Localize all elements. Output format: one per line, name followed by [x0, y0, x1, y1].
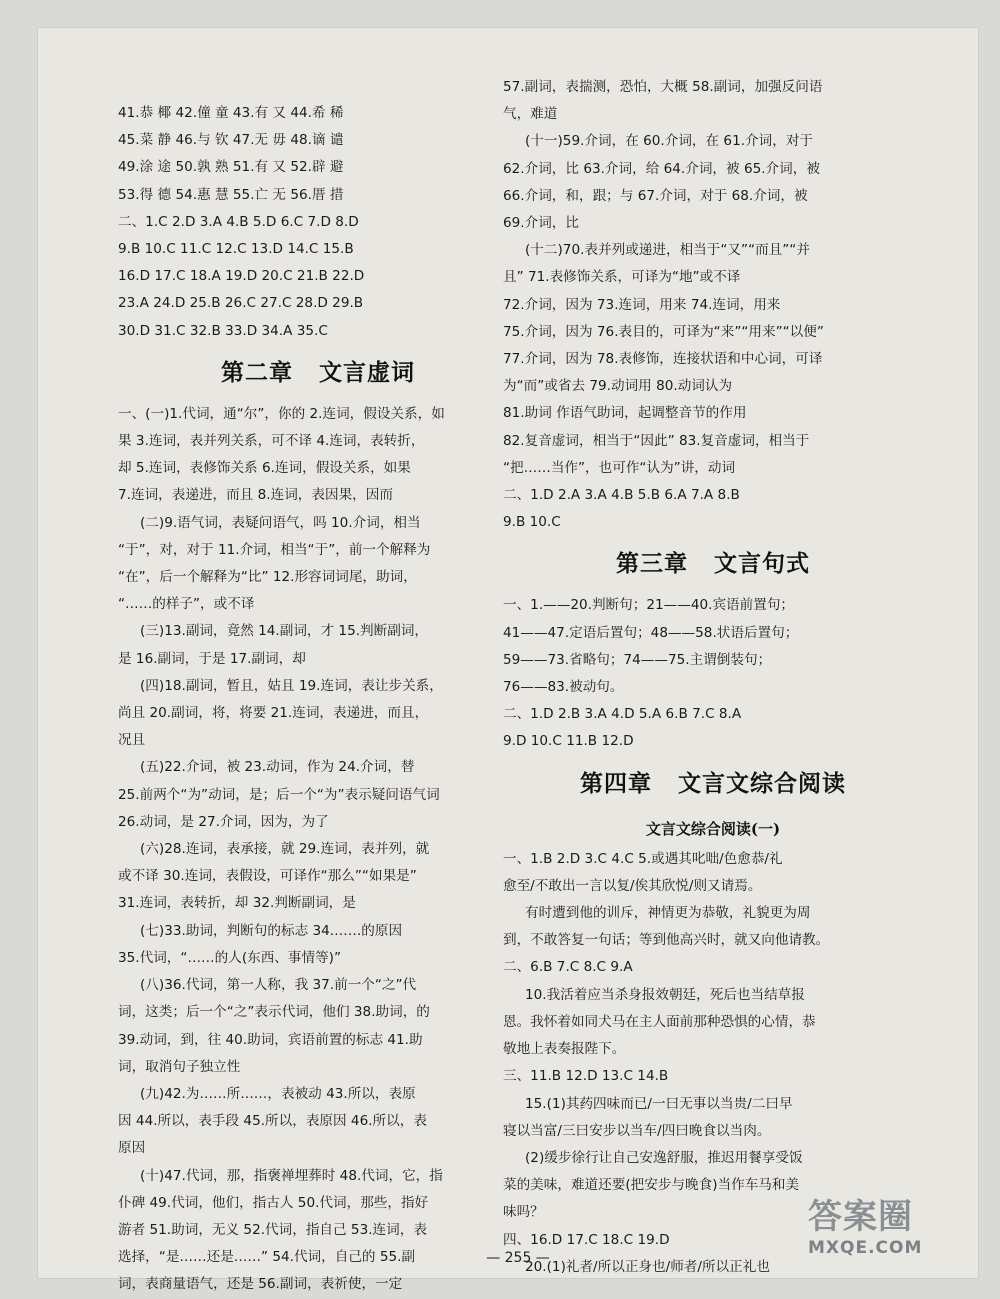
text-line: “把……当作”，也可作“认为”讲，动词	[503, 459, 736, 476]
text-line: 69.介词，比	[503, 215, 579, 232]
text-line: (五)22.介词，被 23.动词，作为 24.介词，替	[140, 759, 415, 776]
text-line: 且” 71.表修饰关系，可译为“地”或不译	[503, 269, 741, 286]
text-line: (十一)59.介词，在 60.介词，在 61.介词，对于	[525, 133, 814, 150]
text-line: 41.恭 椰 42.僮 童 43.有 又 44.希 稀	[118, 105, 344, 121]
text-line: 四、16.D 17.C 18.C 19.D	[503, 1231, 670, 1248]
text-line: (十)47.代词，那，指褒禅埋葬时 48.代词，它，指	[140, 1167, 443, 1184]
text-line: 59——73.省略句；74——75.主谓倒装句；	[503, 651, 772, 668]
text-line: 16.D 17.C 18.A 19.D 20.C 21.B 22.D	[118, 268, 365, 285]
text-line: 菜的美味，难道还要(把安步与晚食)当作车马和美	[503, 1177, 800, 1194]
text-line: 72.介词，因为 73.连词，用来 74.连词，用来	[503, 296, 781, 313]
chapter-title: 文言文综合阅读	[678, 769, 846, 797]
answer-list-chapter2-continued	[503, 74, 923, 536]
text-line: 词，这类；后一个“之”表示代词，他们 38.助词，的	[118, 1004, 430, 1021]
text-line: 39.动词，到，往 40.助词，宾语前置的标志 41.助	[118, 1031, 423, 1048]
answer-list-chapter2	[118, 401, 518, 1299]
text-line: 恩。我怀着如同犬马在主人面前那种恐惧的心情，恭	[503, 1013, 816, 1030]
text-line: 寝以当富/三曰安步以当车/四曰晚食以当肉。	[503, 1122, 771, 1139]
text-line: 41——47.定语后置句；48——58.状语后置句；	[503, 624, 799, 641]
chapter-title: 文言虚词	[319, 358, 415, 386]
text-line: 23.A 24.D 25.B 26.C 27.C 28.D 29.B	[118, 295, 364, 312]
book-page	[38, 28, 978, 1293]
text-line: 53.得 德 54.惠 慧 55.亡 无 56.厝 措	[118, 186, 344, 203]
text-line: 45.菜 静 46.与 钦 47.无 毋 48.谪 谴	[118, 132, 344, 149]
text-line: “……的样子”，或不译	[118, 596, 255, 613]
text-line: (七)33.助词，判断句的标志 34.……的原因	[140, 922, 403, 939]
text-line: 一、1.——20.判断句；21——40.宾语前置句；	[503, 597, 795, 614]
page-number: — 255 —	[486, 1250, 550, 1266]
text-line: 10.我活着应当杀身报效朝廷，死后也当结草报	[525, 986, 805, 1003]
chapter-number: 第四章	[580, 769, 652, 797]
text-line: 9.D 10.C 11.B 12.D	[503, 733, 634, 750]
chapter-heading-2	[118, 351, 518, 395]
text-line: (十二)70.表并列或递进，相当于“又”“而且”“并	[525, 242, 810, 259]
text-line: (九)42.为……所……，表被动 43.所以，表原	[140, 1085, 416, 1102]
text-line: 9.B 10.C 11.C 12.C 13.D 14.C 15.B	[118, 241, 354, 258]
text-line: (六)28.连词，表承接，就 29.连词，表并列，就	[140, 841, 430, 858]
text-line: 三、11.B 12.D 13.C 14.B	[503, 1068, 669, 1085]
text-line: 二、1.C 2.D 3.A 4.B 5.D 6.C 7.D 8.D	[118, 213, 359, 230]
watermark-site: MXQE.COM	[808, 1238, 923, 1258]
text-line: (四)18.副词，暂且，姑且 19.连词，表让步关系，	[140, 677, 443, 694]
text-line: 词，表商量语气，还是 56.副词，表祈使，一定	[118, 1276, 403, 1293]
chapter-number: 第三章	[616, 550, 688, 578]
text-line: 二、1.D 2.A 3.A 4.B 5.B 6.A 7.A 8.B	[503, 487, 740, 504]
text-line: 35.代词，“……的人(东西、事情等)”	[118, 949, 342, 966]
text-line: 或不译 30.连词，表假设，可译作“那么”“如果是”	[118, 868, 417, 885]
text-line: 31.连词，表转折，却 32.判断副词，是	[118, 895, 356, 912]
text-line: 一、(一)1.代词，通“尔”，你的 2.连词，假设关系，如	[118, 405, 445, 422]
chapter-heading-3	[503, 542, 923, 586]
chapter-number: 第二章	[221, 358, 293, 386]
text-line: 66.介词，和，跟；与 67.介词，对于 68.介词，被	[503, 187, 808, 204]
text-line: 果 3.连词，表并列关系，可不译 4.连词，表转折，	[118, 433, 425, 450]
text-line: 味吗？	[503, 1204, 544, 1221]
answer-list-chapter3	[503, 592, 923, 755]
text-line: 77.介词，因为 78.表修饰，连接状语和中心词，可译	[503, 351, 823, 368]
text-line: (2)缓步徐行让自己安逸舒服，推迟用餐享受饭	[525, 1149, 803, 1166]
text-line: 81.助词 作语气助词，起调整音节的作用	[503, 405, 747, 422]
text-line: (八)36.代词，第一人称，我 37.前一个“之”代	[140, 977, 417, 994]
text-line: 况且	[118, 732, 146, 749]
text-line: 25.前两个“为”动词，是；后一个“为”表示疑问语气词	[118, 786, 440, 803]
text-line: 57.副词，表揣测，恐怕，大概 58.副词，加强反问语	[503, 79, 823, 95]
text-line: 因 44.所以，表手段 45.所以，表原因 46.所以，表	[118, 1113, 427, 1130]
text-line: 敬地上表奏报陛下。	[503, 1041, 626, 1058]
text-line: 15.(1)其药四味而已/一曰无事以当贵/二曰早	[525, 1095, 793, 1112]
text-line: 气，难道	[503, 106, 558, 123]
text-line: 20.(1)礼者/所以正身也/师者/所以正礼也	[525, 1258, 770, 1275]
text-line: 游者 51.助词，无义 52.代词，指自己 53.连词，表	[118, 1221, 427, 1238]
text-line: 76——83.被动句。	[503, 679, 624, 696]
watermark-logo	[808, 1196, 978, 1286]
right-column	[503, 74, 923, 1281]
text-line: 词，取消句子独立性	[118, 1058, 241, 1075]
text-line: 一、1.B 2.D 3.C 4.C 5.或遇其叱咄/色愈恭/礼	[503, 850, 783, 867]
text-line: 有时遭到他的训斥，神情更为恭敬，礼貌更为周	[525, 905, 811, 922]
text-line: “在”，后一个解释为“比” 12.形容词词尾，助词，	[118, 569, 417, 586]
text-line: 尚且 20.副词，将，将要 21.连词，表递进，而且，	[118, 705, 429, 722]
watermark-brand: 答案圈	[808, 1197, 913, 1237]
text-line: 愈至/不敢出一言以复/俟其欣悦/则又请焉。	[503, 877, 762, 894]
text-line: 49.涂 途 50.孰 熟 51.有 又 52.辟 避	[118, 159, 344, 176]
text-line: 到，不敢答复一句话；等到他高兴时，就又向他请教。	[503, 932, 830, 949]
text-line: 62.介词，比 63.介词，给 64.介词，被 65.介词，被	[503, 160, 820, 177]
text-line: 是 16.副词，于是 17.副词，却	[118, 650, 306, 667]
text-line: “于”，对，对于 11.介词，相当“于”，前一个解释为	[118, 541, 431, 558]
text-line: 7.连词，表递进，而且 8.连词，表因果，因而	[118, 487, 393, 504]
text-line: 9.B 10.C	[503, 514, 561, 531]
text-line: (二)9.语气词，表疑问语气，吗 10.介词，相当	[140, 514, 421, 531]
text-line: 二、1.D 2.B 3.A 4.D 5.A 6.B 7.C 8.A	[503, 706, 742, 723]
text-line: 26.动词，是 27.介词，因为，为了	[118, 813, 329, 830]
text-line: 选择，“是……还是……” 54.代词，自己的 55.副	[118, 1249, 416, 1266]
text-line: 30.D 31.C 32.B 33.D 34.A 35.C	[118, 322, 328, 339]
left-column	[118, 100, 518, 1299]
text-line: 却 5.连词，表修饰关系 6.连词，假设关系，如果	[118, 460, 411, 477]
chapter-title: 文言句式	[714, 550, 810, 578]
text-line: (三)13.副词，竟然 14.副词，才 15.判断副词，	[140, 623, 429, 640]
text-line: 仆碑 49.代词，他们，指古人 50.代词，那些，指好	[118, 1194, 429, 1211]
chapter-heading-4	[503, 762, 923, 806]
text-line: 二、6.B 7.C 8.C 9.A	[503, 959, 633, 976]
text-line: 为“而”或省去 79.动词用 80.动词认为	[503, 378, 733, 395]
section-title: 文言文综合阅读(一)	[645, 819, 781, 838]
text-line: 82.复音虚词，相当于“因此” 83.复音虚词，相当于	[503, 432, 810, 449]
text-line: 75.介词，因为 76.表目的，可译为“来”“用来”“以便”	[503, 323, 824, 340]
text-line: 原因	[118, 1140, 146, 1157]
answer-list-chapter1	[118, 100, 518, 345]
